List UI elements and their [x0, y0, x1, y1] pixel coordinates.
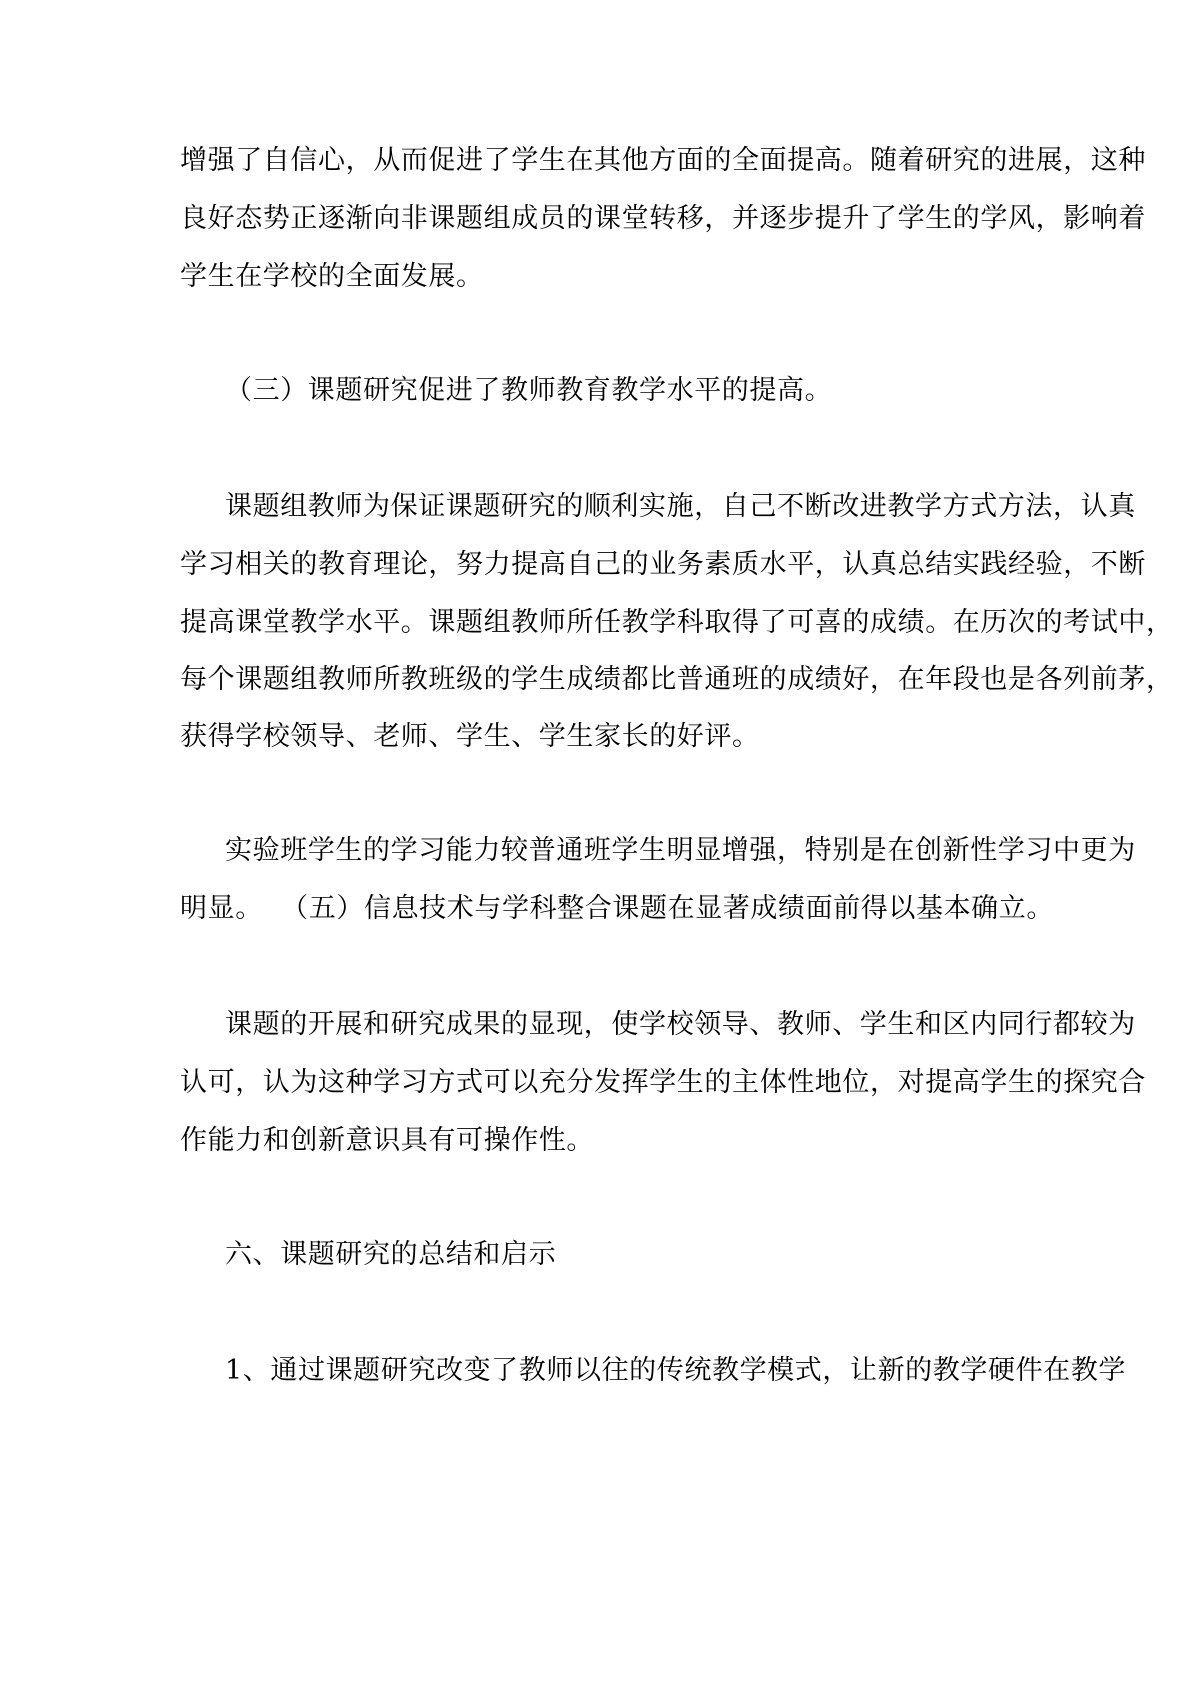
paragraph-line: 课题的开展和研究成果的显现，使学校领导、教师、学生和区内同行都较为 [225, 1009, 1136, 1040]
paragraph-line: 良好态势正逐渐向非课题组成员的课堂转移，并逐步提升了学生的学风，影响着 [180, 203, 1146, 234]
paragraph-line: 学习相关的教育理论，努力提高自己的业务素质水平，认真总结实践经验，不断 [180, 549, 1146, 580]
paragraph-line: 课题组教师为保证课题研究的顺利实施，自己不断改进教学方式方法，认真 [225, 491, 1136, 522]
paragraph-line: 作能力和创新意识具有可操作性。 [180, 1125, 594, 1156]
paragraph-line: 提高课堂教学水平。课题组教师所任教学科取得了可喜的成绩。在历次的考试中， [180, 607, 1174, 638]
paragraph-line: 获得学校领导、老师、学生、学生家长的好评。 [180, 721, 760, 752]
paragraph-line: 1、通过课题研究改变了教师以往的传统教学模式，让新的教学硬件在教学 [225, 1355, 1126, 1386]
section-heading: 六、课题研究的总结和启示 [225, 1239, 557, 1270]
paragraph-line: 认可，认为这种学习方式可以充分发挥学生的主体性地位，对提高学生的探究合 [180, 1067, 1146, 1098]
paragraph-line: 每个课题组教师所教班级的学生成绩都比普通班的成绩好，在年段也是各列前茅， [180, 664, 1174, 695]
paragraph-line: 增强了自信心，从而促进了学生在其他方面的全面提高。随着研究的进展，这种 [180, 145, 1146, 176]
paragraph-line: 学生在学校的全面发展。 [180, 261, 484, 292]
paragraph-line: 明显。 （五）信息技术与学科整合课题在显著成绩面前得以基本确立。 [180, 893, 1054, 924]
paragraph-line: 实验班学生的学习能力较普通班学生明显增强，特别是在创新性学习中更为 [225, 835, 1136, 866]
section-heading: （三）课题研究促进了教师教育教学水平的提高。 [225, 375, 833, 406]
